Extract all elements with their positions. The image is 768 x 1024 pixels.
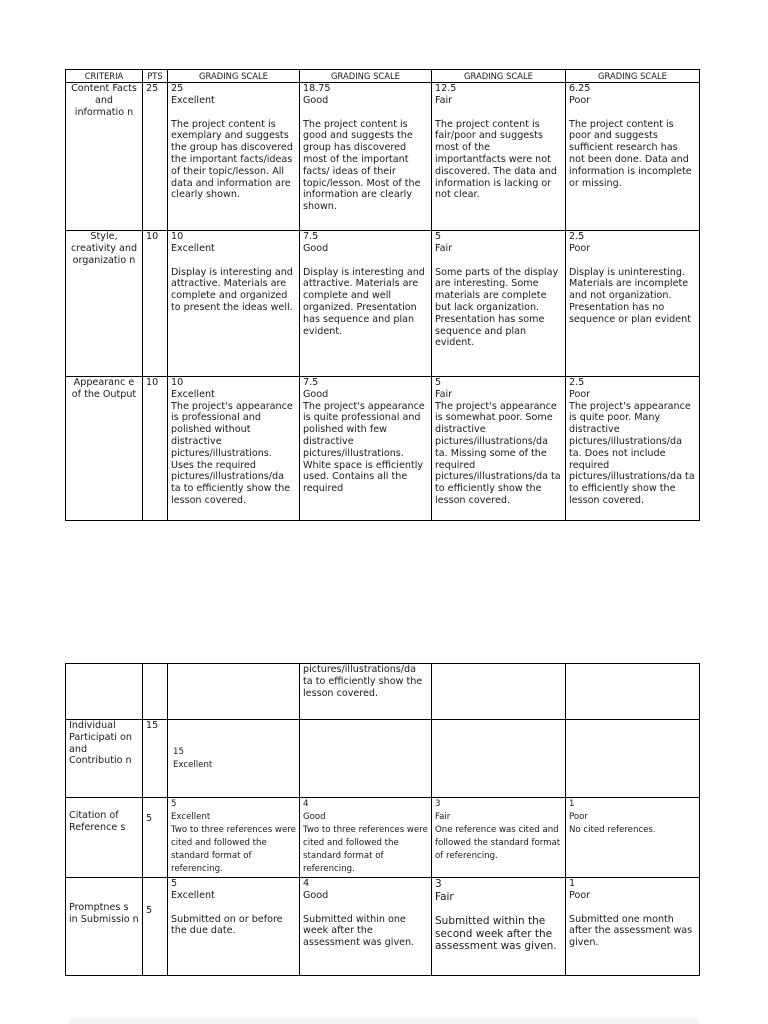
- grade-cell-excellent: [168, 83, 300, 231]
- level: Excellent: [171, 94, 215, 106]
- level: Poor: [569, 94, 591, 106]
- criteria-promptness-in-submission: Promptnes s in Submissio n: [66, 878, 143, 976]
- score: 6.25: [569, 83, 591, 94]
- grade-cell-good: [300, 878, 432, 976]
- table-row: [66, 377, 700, 521]
- grade-cell-fair: [432, 377, 566, 521]
- description: The project's appearance is professional and polished without distractive pictures/illustrations. Uses the required pictures/illustrations/da ta to efficiently show the lesson covered.: [171, 400, 293, 506]
- description: Two to three references were cited and followed the standard format of referencing.: [171, 825, 296, 874]
- continuation-cell: [300, 664, 432, 720]
- score: 12.5: [435, 83, 457, 94]
- level: Good: [303, 889, 329, 901]
- description: No cited references.: [569, 825, 656, 835]
- score: 18.75: [303, 83, 331, 94]
- description: pictures/illustrations/da ta to efficiently show the lesson covered.: [303, 664, 423, 699]
- table-row: [66, 664, 700, 720]
- grading-scale-header: GRADING SCALE: [300, 70, 432, 83]
- score: 5: [171, 878, 178, 889]
- description: The project's appearance is quite poor. Many distractive pictures/illustrations/da ta. Does not include required pictures/illustrations/da ta to efficiently show the lesson covered.: [569, 400, 695, 506]
- pts-header: PTS: [143, 70, 168, 83]
- score: 2.5: [569, 377, 585, 388]
- level: Excellent: [173, 759, 213, 770]
- points-cell: 10: [143, 231, 168, 377]
- grade-cell-fair: [432, 83, 566, 231]
- criteria-appearance-output: Appearanc e of the Output: [66, 377, 143, 521]
- level: Good: [303, 242, 329, 254]
- description: Two to three references were cited and followed the standard format of referencing.: [303, 825, 428, 874]
- points-cell: 5: [143, 798, 168, 878]
- description: One reference was cited and followed the standard format of referencing.: [435, 825, 561, 861]
- criteria-style-creativity: Style, creativity and organizatio n: [66, 231, 143, 377]
- description: Display is uninteresting. Materials are incomplete and not organization. Presentation has no sequence or plan evident: [569, 266, 691, 325]
- score: 7.5: [303, 231, 319, 242]
- grade-cell-poor: [566, 798, 700, 878]
- level: Good: [303, 94, 329, 106]
- level: Excellent: [171, 889, 215, 901]
- score: 7.5: [303, 377, 319, 388]
- grade-cell-fair: [432, 878, 566, 976]
- level: Good: [303, 388, 329, 400]
- level: Fair: [435, 890, 454, 903]
- score: 3: [435, 799, 441, 809]
- criteria-header: CRITERIA: [66, 70, 143, 83]
- level: Fair: [435, 94, 453, 106]
- description: The project content is exemplary and suggests the group has discovered the important facts/ideas of their topic/lesson. All data and information are clearly shown.: [171, 118, 293, 201]
- score: 25: [171, 83, 184, 94]
- grade-cell-fair: [432, 798, 566, 878]
- page-bottom-bar: [69, 1018, 699, 1024]
- points-cell: 15: [143, 720, 168, 798]
- grade-cell-poor: [566, 231, 700, 377]
- description: The project content is poor and suggests sufficient research has not been done. Data and information is incomplete or missing.: [569, 118, 692, 189]
- level: Fair: [435, 388, 453, 400]
- score: 10: [171, 377, 184, 388]
- description: Display is interesting and attractive. Materials are complete and well organized. Presentation has sequence and plan evident.: [303, 266, 425, 337]
- description: The project content is good and suggests the group has discovered most of the important facts/ ideas of their topic/lesson. Most of the information are clearly shown.: [303, 118, 421, 213]
- grade-cell-excellent: [168, 878, 300, 976]
- score: 1: [569, 878, 576, 889]
- description: Submitted one month after the assessment was given.: [569, 913, 693, 949]
- description: Display is interesting and attractive. Materials are complete and organized to present the ideas well.: [171, 266, 293, 313]
- grade-cell-poor: [566, 878, 700, 976]
- rubric-table-page-1: [65, 69, 700, 521]
- score: 10: [171, 231, 184, 242]
- grading-scale-header: GRADING SCALE: [432, 70, 566, 83]
- grade-cell-good: [300, 377, 432, 521]
- grading-scale-header: GRADING SCALE: [168, 70, 300, 83]
- grade-cell-poor: [566, 83, 700, 231]
- grade-cell-poor: [566, 377, 700, 521]
- table-row: [66, 83, 700, 231]
- table-header-row: [66, 70, 700, 83]
- grade-cell-excellent: [168, 798, 300, 878]
- score: 1: [569, 799, 575, 809]
- criteria-content-facts: Content Facts and informatio n: [66, 83, 143, 231]
- grade-cell-fair: [432, 231, 566, 377]
- level: Poor: [569, 812, 588, 822]
- score: 2.5: [569, 231, 585, 242]
- score: 4: [303, 799, 309, 809]
- grade-cell-good: [300, 83, 432, 231]
- grade-cell-excellent: [168, 377, 300, 521]
- description: Submitted within the second week after the assessment was given.: [435, 915, 557, 952]
- score: 5: [435, 377, 442, 388]
- score: 5: [171, 799, 177, 809]
- level: Fair: [435, 812, 451, 822]
- level: Excellent: [171, 388, 215, 400]
- grade-cell-excellent: [168, 231, 300, 377]
- level: Excellent: [171, 812, 211, 822]
- level: Poor: [569, 889, 591, 901]
- grade-cell-good: [300, 798, 432, 878]
- description: The project content is fair/poor and suggests most of the importantfacts were not discovered. The data and information is lacking or not clear.: [435, 118, 557, 201]
- grade-cell-excellent: [168, 720, 300, 798]
- criteria-citation-of-references: Citation of Reference s: [66, 798, 143, 878]
- grading-scale-header: GRADING SCALE: [566, 70, 700, 83]
- description: The project's appearance is quite professional and polished with few distractive pictures/illustrations. White space is efficiently used. Contains all the required: [303, 400, 425, 495]
- score: 15: [173, 746, 184, 757]
- level: Fair: [435, 242, 453, 254]
- description: The project's appearance is somewhat poor. Some distractive pictures/illustrations/da ta. Missing some of the required pictures/illustrations/da ta to efficiently show the lesson covered.: [435, 400, 561, 506]
- points-cell: 5: [143, 878, 168, 976]
- table-row: [66, 720, 700, 798]
- level: Poor: [569, 242, 591, 254]
- level: Excellent: [171, 242, 215, 254]
- points-cell: 10: [143, 377, 168, 521]
- criteria-individual-participation: Individual Participati on and Contributio n: [66, 720, 143, 798]
- score: 4: [303, 878, 310, 889]
- score: 3: [435, 878, 442, 890]
- table-row: [66, 878, 700, 976]
- description: Submitted on or before the due date.: [171, 913, 283, 937]
- grade-cell-good: [300, 231, 432, 377]
- description: Submitted within one week after the assessment was given.: [303, 913, 415, 949]
- score: 5: [435, 231, 442, 242]
- description: Some parts of the display are interesting. Some materials are complete but lack organization. Presentation has some sequence and plan evident.: [435, 266, 559, 349]
- points-cell: 25: [143, 83, 168, 231]
- rubric-table-page-2: [65, 663, 700, 976]
- level: Poor: [569, 388, 591, 400]
- table-row: [66, 231, 700, 377]
- table-row: [66, 798, 700, 878]
- level: Good: [303, 812, 326, 822]
